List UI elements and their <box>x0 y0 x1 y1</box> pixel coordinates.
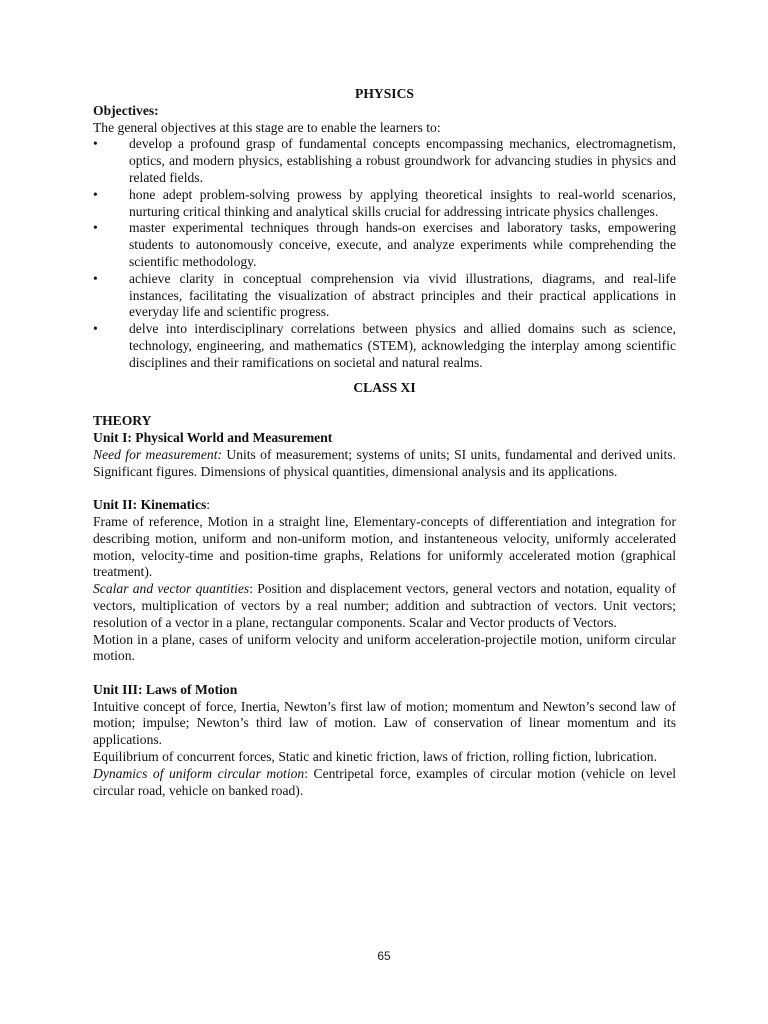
document-page <box>93 86 676 799</box>
objective-item <box>93 136 676 186</box>
objective-item <box>93 220 676 270</box>
unit-3-title: Unit III: Laws of Motion <box>93 681 238 697</box>
unit-1-title: Unit I: Physical World and Measurement <box>93 429 333 445</box>
unit-3-paragraph-3 <box>93 766 676 800</box>
objective-text: master experimental techniques through hands-on exercises and laboratory tasks, empowering students to autonomously conceive, execute, and analyze experiments while comprehending the scientific methodology. <box>129 220 676 269</box>
bullet-icon: • <box>93 220 98 236</box>
objectives-intro: The general objectives at this stage are to enable the learners to: <box>93 119 441 135</box>
bullet-icon: • <box>93 270 98 286</box>
unit-1-text: Units of measurement; systems of units; SI units, fundamental and derived units. Significant figures. Dimensions of physical quantities, dimensional analysis and its applications. <box>93 446 676 479</box>
objective-item <box>93 271 676 321</box>
objective-text: develop a profound grasp of fundamental concepts encompassing mechanics, electromagnetism, optics, and modern physics, establishing a robust groundwork for advancing studies in physics and related fields. <box>129 136 676 185</box>
objective-item <box>93 187 676 221</box>
unit-1-body <box>93 447 676 481</box>
unit-1-italic-lead: Need for measurement: <box>93 446 223 462</box>
unit-2-italic-lead: Scalar and vector quantities <box>93 581 250 597</box>
unit-2-heading <box>93 497 676 514</box>
objective-item <box>93 321 676 371</box>
unit-2-paragraph-1: Frame of reference, Motion in a straight line, Elementary-concepts of differentiation and integration for describing motion, uniform and non-uniform motion, and instanteneous velocity, uniformly accelerated motion, velocity-time and position-time graphs, Relations for uniformly accelerated motion (graphical treatment). <box>93 513 676 580</box>
unit-2-paragraph-3: Motion in a plane, cases of uniform velocity and uniform acceleration-projectile motion, uniform circular motion. <box>93 631 676 664</box>
page-number: 65 <box>377 949 391 963</box>
objectives-heading: Objectives: <box>93 102 159 118</box>
bullet-icon: • <box>93 186 98 202</box>
unit-2-title-suffix: : <box>206 497 211 513</box>
unit-2-paragraph-2 <box>93 581 676 631</box>
unit-2-title: Unit II: Kinematics <box>93 497 207 513</box>
page-title: PHYSICS <box>355 86 414 101</box>
unit-3-italic-lead: Dynamics of uniform circular motion <box>93 765 305 781</box>
unit-3-paragraph-2: Equilibrium of concurrent forces, Static and kinetic friction, laws of friction, rolling fiction, lubrication. <box>93 749 657 765</box>
objective-text: achieve clarity in conceptual comprehension via vivid illustrations, diagrams, and real-life instances, facilitating the visualization of abstract principles and their practical applications in everyday life and scientific progress. <box>129 270 676 320</box>
class-heading: CLASS XI <box>353 379 416 395</box>
objective-text: delve into interdisciplinary correlations between physics and allied domains such as science, technology, engineering, and mathematics (STEM), acknowledging the interplay among scientific disciplines and their ramifications on societal and natural realms. <box>129 321 676 370</box>
unit-3-text: : Centripetal force, examples of circular motion (vehicle on level circular road, vehicle on banked road). <box>93 765 676 798</box>
unit-3-paragraph-1: Intuitive concept of force, Inertia, Newton’s first law of motion; momentum and Newton’s second law of motion; impulse; Newton’s third law of motion. Law of conservation of linear momentum and its applications. <box>93 698 676 748</box>
bullet-icon: • <box>93 321 98 337</box>
objectives-list <box>93 136 676 371</box>
theory-heading: THEORY <box>93 413 152 429</box>
bullet-icon: • <box>93 136 98 152</box>
unit-2-text: : Position and displacement vectors, general vectors and notation, equality of vectors, multiplication of vectors by a real number; addition and subtraction of vectors. Unit vectors; resolution of a vector in a plane, rectangular components. Scalar and Vector products of Vectors. <box>93 581 676 630</box>
objective-text: hone adept problem-solving prowess by applying theoretical insights to real-world scenarios, nurturing critical thinking and analytical skills crucial for addressing intricate physics challenges. <box>129 186 676 219</box>
